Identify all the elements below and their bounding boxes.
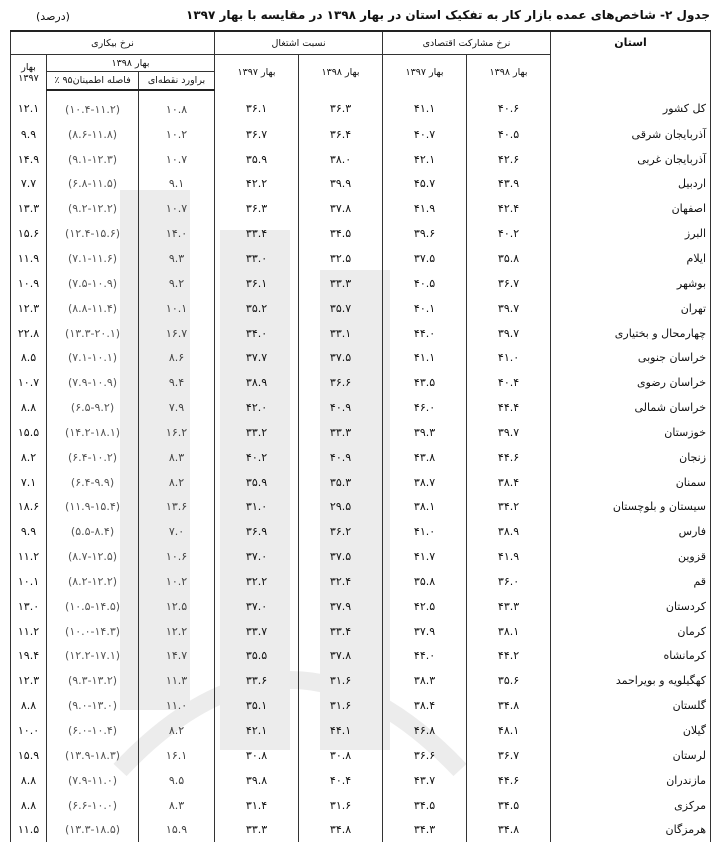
unemployment-1397-cell: ۱۰.۷ [11,370,47,395]
participation-1397-cell: ۴۱.۹ [383,196,467,221]
unemployment-1398-point-cell: ۱۰.۱ [139,296,215,321]
header-province: استان [551,31,711,90]
unemployment-1398-point-cell: ۱۴.۷ [139,644,215,669]
province-cell: آذربایجان شرقی [551,122,711,147]
employment-1397-cell: ۳۷.۰ [215,594,299,619]
unemployment-1398-ci-cell: (۸.۲-۱۲.۲) [47,569,139,594]
participation-1398-cell: ۳۴.۸ [467,817,551,842]
employment-1397-cell: ۳۴.۰ [215,321,299,346]
table-row [11,196,711,221]
employment-1398-cell: ۳۴.۵ [299,221,383,246]
unemployment-1397-cell: ۱۱.۲ [11,544,47,569]
unemployment-1398-ci-cell: (۱۰.۰-۱۴.۳) [47,619,139,644]
header-point-estimate: براورد نقطه‌ای [139,72,215,91]
participation-1398-cell: ۴۲.۴ [467,196,551,221]
province-cell: قزوین [551,544,711,569]
province-cell: گیلان [551,718,711,743]
employment-1398-cell: ۳۷.۸ [299,196,383,221]
unemployment-1398-point-cell: ۹.۲ [139,271,215,296]
unemployment-1398-point-cell: ۹.۱ [139,172,215,197]
unemployment-1398-ci-cell: (۶.۴-۹.۹) [47,470,139,495]
employment-1397-cell: ۳۳.۰ [215,246,299,271]
employment-1397-cell: ۳۷.۰ [215,544,299,569]
employment-1398-cell: ۳۷.۵ [299,345,383,370]
province-cell: چهارمحال و بختیاری [551,321,711,346]
employment-1398-cell: ۴۰.۹ [299,445,383,470]
employment-1397-cell: ۳۷.۷ [215,345,299,370]
participation-1397-cell: ۴۴.۰ [383,644,467,669]
table-row [11,619,711,644]
unemployment-1397-cell: ۸.۲ [11,445,47,470]
unemployment-1397-cell: ۱۵.۹ [11,743,47,768]
participation-1397-cell: ۳۵.۸ [383,569,467,594]
unemployment-1397-cell: ۸.۸ [11,768,47,793]
table-row [11,221,711,246]
unemployment-1398-ci-cell: (۱۰.۵-۱۴.۵) [47,594,139,619]
participation-1398-cell: ۳۹.۷ [467,420,551,445]
employment-1398-cell: ۲۹.۵ [299,495,383,520]
employment-1398-cell: ۳۵.۷ [299,296,383,321]
table-row [11,172,711,197]
employment-1398-cell: ۳۲.۴ [299,569,383,594]
province-cell: مازندران [551,768,711,793]
province-cell: گلستان [551,693,711,718]
participation-1398-cell: ۴۰.۵ [467,122,551,147]
participation-1398-cell: ۴۳.۳ [467,594,551,619]
unemployment-1398-point-cell: ۱۳.۶ [139,495,215,520]
participation-1398-cell: ۴۱.۰ [467,345,551,370]
employment-1397-cell: ۴۲.۲ [215,172,299,197]
header-participation: نرخ مشارکت اقتصادی [383,31,551,55]
unemployment-1398-point-cell: ۹.۴ [139,370,215,395]
unemployment-1397-cell: ۱۰.۹ [11,271,47,296]
province-cell: قم [551,569,711,594]
participation-1398-cell: ۳۹.۷ [467,321,551,346]
participation-1397-cell: ۴۰.۱ [383,296,467,321]
employment-1397-cell: ۳۳.۶ [215,668,299,693]
unemployment-1398-point-cell: ۱۰.۲ [139,569,215,594]
unemployment-1398-ci-cell: (۸.۷-۱۲.۵) [47,544,139,569]
unemployment-1397-cell: ۱۹.۴ [11,644,47,669]
participation-1397-cell: ۳۷.۹ [383,619,467,644]
table-row [11,519,711,544]
header-emp-1398: بهار ۱۳۹۸ [299,55,383,91]
province-cell: کرمانشاه [551,644,711,669]
unemployment-1397-cell: ۸.۸ [11,693,47,718]
province-cell: هرمزگان [551,817,711,842]
province-cell: زنجان [551,445,711,470]
participation-1397-cell: ۴۳.۵ [383,370,467,395]
table-row [11,743,711,768]
unemployment-1398-ci-cell: (۱۳.۳-۲۰.۱) [47,321,139,346]
participation-1398-cell: ۳۴.۸ [467,693,551,718]
table-title: جدول ۲- شاخص‌های عمده بازار کار به تفکیک استان در بهار ۱۳۹۸ در مقایسه با بهار ۱۳۹۷ [186,8,710,22]
participation-1397-cell: ۳۸.۳ [383,668,467,693]
unemployment-1397-cell: ۱۰.۰ [11,718,47,743]
province-cell: بوشهر [551,271,711,296]
employment-1397-cell: ۴۲.۰ [215,395,299,420]
participation-1398-cell: ۴۴.۶ [467,445,551,470]
employment-1398-cell: ۳۳.۱ [299,321,383,346]
unemployment-1398-point-cell: ۱۲.۲ [139,619,215,644]
unemployment-1397-cell: ۱۴.۹ [11,147,47,172]
participation-1397-cell: ۳۸.۱ [383,495,467,520]
province-cell: خراسان شمالی [551,395,711,420]
employment-1398-cell: ۳۶.۶ [299,370,383,395]
unemployment-1397-cell: ۱۳.۳ [11,196,47,221]
unemployment-1397-cell: ۱۰.۱ [11,569,47,594]
employment-1397-cell: ۳۱.۰ [215,495,299,520]
table-row [11,147,711,172]
employment-1398-cell: ۳۹.۹ [299,172,383,197]
unemployment-1398-ci-cell: (۷.۵-۱۰.۹) [47,271,139,296]
employment-1398-cell: ۳۳.۴ [299,619,383,644]
employment-1397-cell: ۳۲.۲ [215,569,299,594]
unemployment-1398-ci-cell: (۶.۶-۱۰.۰) [47,793,139,818]
table-row [11,445,711,470]
employment-1398-cell: ۳۰.۸ [299,743,383,768]
unemployment-1398-ci-cell: (۹.۰-۱۳.۰) [47,693,139,718]
participation-1397-cell: ۴۱.۰ [383,519,467,544]
province-cell: سمنان [551,470,711,495]
table-row [11,296,711,321]
unemployment-1398-point-cell: ۸.۳ [139,793,215,818]
unemployment-1398-ci-cell: (۹.۱-۱۲.۳) [47,147,139,172]
unemployment-1398-point-cell: ۸.۳ [139,445,215,470]
province-cell: مرکزی [551,793,711,818]
province-cell: کردستان [551,594,711,619]
participation-1397-cell: ۴۶.۸ [383,718,467,743]
participation-1397-cell: ۳۴.۳ [383,817,467,842]
table-row [11,668,711,693]
employment-1398-cell: ۳۳.۳ [299,420,383,445]
employment-1398-cell: ۳۴.۸ [299,817,383,842]
participation-1397-cell: ۴۱.۱ [383,90,467,122]
unemployment-1398-point-cell: ۷.۹ [139,395,215,420]
employment-1397-cell: ۳۳.۴ [215,221,299,246]
unemployment-1398-point-cell: ۱۲.۵ [139,594,215,619]
header-part-1398: بهار ۱۳۹۸ [467,55,551,91]
unemployment-1398-point-cell: ۱۶.۱ [139,743,215,768]
unemployment-1398-point-cell: ۹.۵ [139,768,215,793]
participation-1398-cell: ۳۸.۱ [467,619,551,644]
province-cell: فارس [551,519,711,544]
employment-1397-cell: ۳۱.۴ [215,793,299,818]
province-cell: اردبیل [551,172,711,197]
participation-1397-cell: ۴۵.۷ [383,172,467,197]
employment-1397-cell: ۳۳.۲ [215,420,299,445]
province-cell: سیستان و بلوچستان [551,495,711,520]
province-cell: کهگیلویه و بویراحمد [551,668,711,693]
table-row [11,470,711,495]
employment-1397-cell: ۳۵.۹ [215,470,299,495]
unemployment-1398-point-cell: ۸.۲ [139,470,215,495]
unemployment-1398-ci-cell: (۱۲.۲-۱۷.۱) [47,644,139,669]
employment-1397-cell: ۳۶.۹ [215,519,299,544]
unemployment-1398-ci-cell: (۷.۹-۱۰.۹) [47,370,139,395]
employment-1397-cell: ۳۳.۷ [215,619,299,644]
table-row [11,395,711,420]
participation-1397-cell: ۳۴.۵ [383,793,467,818]
participation-1397-cell: ۴۰.۵ [383,271,467,296]
unemployment-1398-ci-cell: (۱۴.۲-۱۸.۱) [47,420,139,445]
table-row [11,122,711,147]
table-row [11,644,711,669]
unemployment-1398-point-cell: ۱۶.۲ [139,420,215,445]
unemployment-1398-ci-cell: (۷.۹-۱۱.۰) [47,768,139,793]
participation-1398-cell: ۳۸.۹ [467,519,551,544]
table-body [11,90,711,842]
unemployment-1397-cell: ۱۵.۶ [11,221,47,246]
participation-1397-cell: ۳۸.۴ [383,693,467,718]
unemployment-1397-cell: ۷.۷ [11,172,47,197]
province-cell: تهران [551,296,711,321]
unemployment-1398-ci-cell: (۷.۱-۱۱.۶) [47,246,139,271]
participation-1397-cell: ۴۴.۰ [383,321,467,346]
table-row [11,321,711,346]
participation-1397-cell: ۳۸.۷ [383,470,467,495]
employment-1398-cell: ۴۰.۴ [299,768,383,793]
participation-1397-cell: ۴۳.۷ [383,768,467,793]
unemployment-1398-ci-cell: (۶.۵-۹.۲) [47,395,139,420]
unemployment-1397-cell: ۷.۱ [11,470,47,495]
unemployment-1398-ci-cell: (۶.۰-۱۰.۴) [47,718,139,743]
employment-1398-cell: ۳۵.۳ [299,470,383,495]
participation-1398-cell: ۴۰.۲ [467,221,551,246]
employment-1397-cell: ۴۰.۲ [215,445,299,470]
unemployment-1397-cell: ۸.۵ [11,345,47,370]
employment-1398-cell: ۳۷.۸ [299,644,383,669]
participation-1398-cell: ۴۲.۶ [467,147,551,172]
header-employment-ratio: نسبت اشتغال [215,31,383,55]
unemployment-1398-point-cell: ۱۶.۷ [139,321,215,346]
unemployment-1397-cell: ۱۱.۹ [11,246,47,271]
unemployment-1398-point-cell: ۸.۲ [139,718,215,743]
table-row [11,594,711,619]
participation-1398-cell: ۴۳.۹ [467,172,551,197]
participation-1398-cell: ۴۸.۱ [467,718,551,743]
employment-1398-cell: ۳۲.۵ [299,246,383,271]
participation-1398-cell: ۳۵.۸ [467,246,551,271]
employment-1398-cell: ۳۷.۵ [299,544,383,569]
table-row [11,370,711,395]
employment-1397-cell: ۳۶.۱ [215,90,299,122]
employment-1397-cell: ۳۵.۵ [215,644,299,669]
employment-1398-cell: ۳۸.۰ [299,147,383,172]
participation-1397-cell: ۳۹.۶ [383,221,467,246]
employment-1397-cell: ۳۹.۸ [215,768,299,793]
unemployment-1397-cell: ۱۱.۵ [11,817,47,842]
participation-1397-cell: ۴۰.۷ [383,122,467,147]
unemployment-1398-ci-cell: (۶.۴-۱۰.۲) [47,445,139,470]
unemployment-1397-cell: ۱۲.۳ [11,668,47,693]
province-cell: خراسان جنوبی [551,345,711,370]
participation-1398-cell: ۳۹.۷ [467,296,551,321]
employment-1397-cell: ۴۲.۱ [215,718,299,743]
unemployment-1398-ci-cell: (۹.۲-۱۲.۲) [47,196,139,221]
table-row [11,420,711,445]
employment-1397-cell: ۳۶.۷ [215,122,299,147]
unemployment-1398-ci-cell: (۱۲.۴-۱۵.۶) [47,221,139,246]
participation-1397-cell: ۴۳.۸ [383,445,467,470]
employment-1397-cell: ۳۰.۸ [215,743,299,768]
unemployment-1398-ci-cell: (۶.۸-۱۱.۵) [47,172,139,197]
unemployment-1397-cell: ۱۵.۵ [11,420,47,445]
unemployment-1398-point-cell: ۱۴.۰ [139,221,215,246]
table-row [11,817,711,842]
province-cell: البرز [551,221,711,246]
table-row [11,793,711,818]
employment-1397-cell: ۳۶.۳ [215,196,299,221]
employment-1398-cell: ۳۶.۴ [299,122,383,147]
unemployment-1398-point-cell: ۱۰.۶ [139,544,215,569]
header-unemployment: نرخ بیکاری [11,31,215,55]
employment-1397-cell: ۳۵.۹ [215,147,299,172]
unemployment-1397-cell: ۱۳.۰ [11,594,47,619]
unemployment-1397-cell: ۱۲.۱ [11,90,47,122]
unemployment-1397-cell: ۹.۹ [11,519,47,544]
unemployment-1398-ci-cell: (۹.۳-۱۳.۲) [47,668,139,693]
employment-1397-cell: ۳۵.۱ [215,693,299,718]
province-cell: اصفهان [551,196,711,221]
province-cell: آذربایجان غربی [551,147,711,172]
employment-1397-cell: ۳۵.۲ [215,296,299,321]
participation-1397-cell: ۳۷.۵ [383,246,467,271]
participation-1397-cell: ۳۹.۳ [383,420,467,445]
participation-1398-cell: ۳۸.۴ [467,470,551,495]
unemployment-1397-cell: ۸.۸ [11,395,47,420]
unemployment-1398-point-cell: ۱۰.۸ [139,90,215,122]
participation-1398-cell: ۳۶.۰ [467,569,551,594]
province-cell: ایلام [551,246,711,271]
unemployment-1397-cell: ۱۱.۲ [11,619,47,644]
province-cell: لرستان [551,743,711,768]
table-row [11,569,711,594]
unemployment-1397-cell: ۹.۹ [11,122,47,147]
unemployment-1398-point-cell: ۷.۰ [139,519,215,544]
employment-1397-cell: ۳۳.۳ [215,817,299,842]
unemployment-1398-point-cell: ۱۱.۳ [139,668,215,693]
table-row [11,246,711,271]
unemployment-1398-ci-cell: (۱۰.۴-۱۱.۲) [47,90,139,122]
participation-1398-cell: ۳۵.۶ [467,668,551,693]
header-un-1397: بهار ۱۳۹۷ [11,55,47,91]
participation-1398-cell: ۴۴.۲ [467,644,551,669]
unemployment-1398-ci-cell: (۵.۵-۸.۴) [47,519,139,544]
employment-1398-cell: ۴۴.۱ [299,718,383,743]
employment-1398-cell: ۳۱.۶ [299,668,383,693]
unemployment-1398-point-cell: ۱۵.۹ [139,817,215,842]
employment-1397-cell: ۳۶.۱ [215,271,299,296]
unemployment-1397-cell: ۱۸.۶ [11,495,47,520]
header-un-1398: بهار ۱۳۹۸ [47,55,215,72]
participation-1398-cell: ۳۴.۲ [467,495,551,520]
header-confidence-interval: فاصله اطمینان۹۵ ٪ [47,72,139,91]
table-row [11,768,711,793]
unit-label: (درصد) [36,10,70,23]
unemployment-1398-point-cell: ۸.۶ [139,345,215,370]
province-cell: خراسان رضوی [551,370,711,395]
unemployment-1398-ci-cell: (۱۳.۳-۱۸.۵) [47,817,139,842]
unemployment-1398-ci-cell: (۱۱.۹-۱۵.۴) [47,495,139,520]
unemployment-1398-point-cell: ۹.۳ [139,246,215,271]
unemployment-1398-ci-cell: (۸.۶-۱۱.۸) [47,122,139,147]
unemployment-1398-ci-cell: (۸.۸-۱۱.۴) [47,296,139,321]
unemployment-1398-point-cell: ۱۰.۷ [139,147,215,172]
employment-1398-cell: ۳۶.۳ [299,90,383,122]
employment-1398-cell: ۳۳.۳ [299,271,383,296]
participation-1397-cell: ۴۱.۱ [383,345,467,370]
province-cell: کرمان [551,619,711,644]
table-row [11,345,711,370]
participation-1398-cell: ۴۰.۴ [467,370,551,395]
participation-1398-cell: ۳۴.۵ [467,793,551,818]
participation-1397-cell: ۴۱.۷ [383,544,467,569]
employment-1398-cell: ۳۷.۹ [299,594,383,619]
participation-1398-cell: ۴۴.۶ [467,768,551,793]
participation-1398-cell: ۴۰.۶ [467,90,551,122]
unemployment-1398-point-cell: ۱۰.۲ [139,122,215,147]
participation-1398-cell: ۴۴.۴ [467,395,551,420]
employment-1397-cell: ۳۸.۹ [215,370,299,395]
table-row [11,718,711,743]
employment-1398-cell: ۴۰.۹ [299,395,383,420]
participation-1397-cell: ۴۲.۱ [383,147,467,172]
table-row [11,495,711,520]
participation-1397-cell: ۳۶.۶ [383,743,467,768]
unemployment-1398-ci-cell: (۱۳.۹-۱۸.۳) [47,743,139,768]
unemployment-1397-cell: ۸.۸ [11,793,47,818]
table-row [11,90,711,122]
participation-1398-cell: ۴۱.۹ [467,544,551,569]
table-row [11,693,711,718]
participation-1397-cell: ۴۲.۵ [383,594,467,619]
employment-1398-cell: ۳۱.۶ [299,693,383,718]
header-part-1397: بهار ۱۳۹۷ [383,55,467,91]
table-row [11,271,711,296]
unemployment-1397-cell: ۱۲.۳ [11,296,47,321]
participation-1397-cell: ۴۶.۰ [383,395,467,420]
unemployment-1398-ci-cell: (۷.۱-۱۰.۱) [47,345,139,370]
table-row [11,544,711,569]
header-emp-1397: بهار ۱۳۹۷ [215,55,299,91]
unemployment-1398-point-cell: ۱۱.۰ [139,693,215,718]
unemployment-1397-cell: ۲۲.۸ [11,321,47,346]
labor-market-table [10,30,710,842]
province-cell: کل کشور [551,90,711,122]
employment-1398-cell: ۳۶.۲ [299,519,383,544]
participation-1398-cell: ۳۶.۷ [467,743,551,768]
province-cell: خوزستان [551,420,711,445]
employment-1398-cell: ۳۱.۶ [299,793,383,818]
unemployment-1398-point-cell: ۱۰.۷ [139,196,215,221]
participation-1398-cell: ۳۶.۷ [467,271,551,296]
